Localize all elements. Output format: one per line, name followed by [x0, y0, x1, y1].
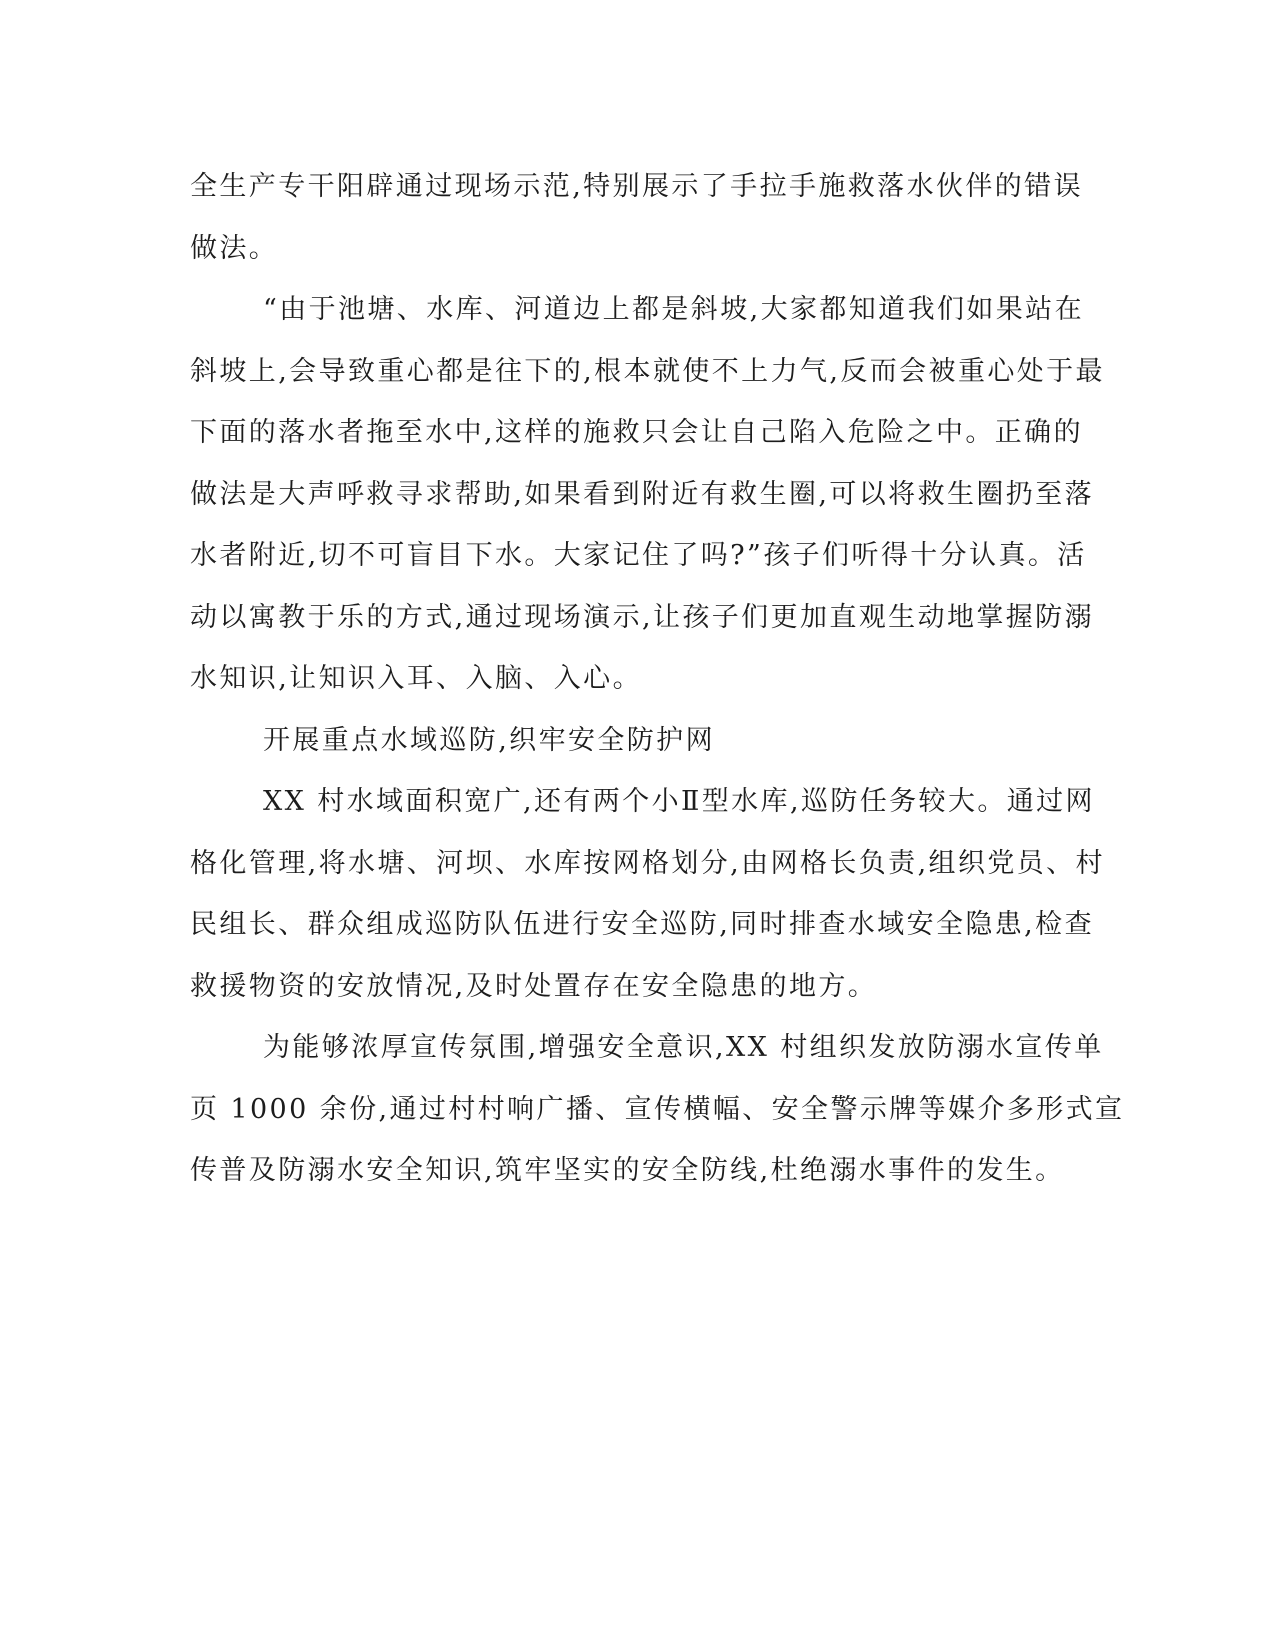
text-line-8: 动以寓教于乐的方式,通过现场演示,让孩子们更加直观生动地掌握防溺 [190, 601, 1094, 633]
text-line-12: 格化管理,将水塘、河坝、水库按网格划分,由网格长负责,组织党员、村 [190, 847, 1105, 879]
text-line-6: 做法是大声呼救寻求帮助,如果看到附近有救生圈,可以将救生圈扔至落 [190, 478, 1094, 510]
text-line-4: 斜坡上,会导致重心都是往下的,根本就使不上力气,反而会被重心处于最 [190, 355, 1105, 387]
text-line-16: 页 1000 余份,通过村村响广播、宣传横幅、安全警示牌等媒介多形式宣 [190, 1093, 1125, 1125]
text-line-11: XX 村水域面积宽广,还有两个小Ⅱ型水库,巡防任务较大。通过网 [263, 786, 1095, 817]
text-line-1: 全生产专干阳辟通过现场示范,特别展示了手拉手施救落水伙伴的错误 [190, 171, 1083, 202]
text-line-15: 为能够浓厚宣传氛围,增强安全意识,XX 村组织发放防溺水宣传单 [263, 1032, 1104, 1063]
text-line-5: 下面的落水者拖至水中,这样的施救只会让自己陷入危险之中。正确的 [190, 417, 1083, 448]
text-line-13: 民组长、群众组成巡防队伍进行安全巡防,同时排查水域安全隐患,检查 [190, 909, 1094, 940]
text-line-2: 做法。 [190, 232, 279, 264]
text-line-3: “由于池塘、水库、河道边上都是斜坡,大家都知道我们如果站在 [263, 294, 1084, 325]
text-line-17: 传普及防溺水安全知识,筑牢坚实的安全防线,杜绝溺水事件的发生。 [190, 1155, 1065, 1186]
section-heading: 开展重点水域巡防,织牢安全防护网 [263, 724, 715, 756]
text-line-9: 水知识,让知识入耳、入脑、入心。 [190, 663, 642, 694]
text-line-14: 救援物资的安放情况,及时处置存在安全隐患的地方。 [190, 970, 878, 1002]
document-body [190, 156, 1125, 1202]
text-line-7: 水者附近,切不可盲目下水。大家记住了吗?”孩子们听得十分认真。活 [190, 540, 1087, 571]
